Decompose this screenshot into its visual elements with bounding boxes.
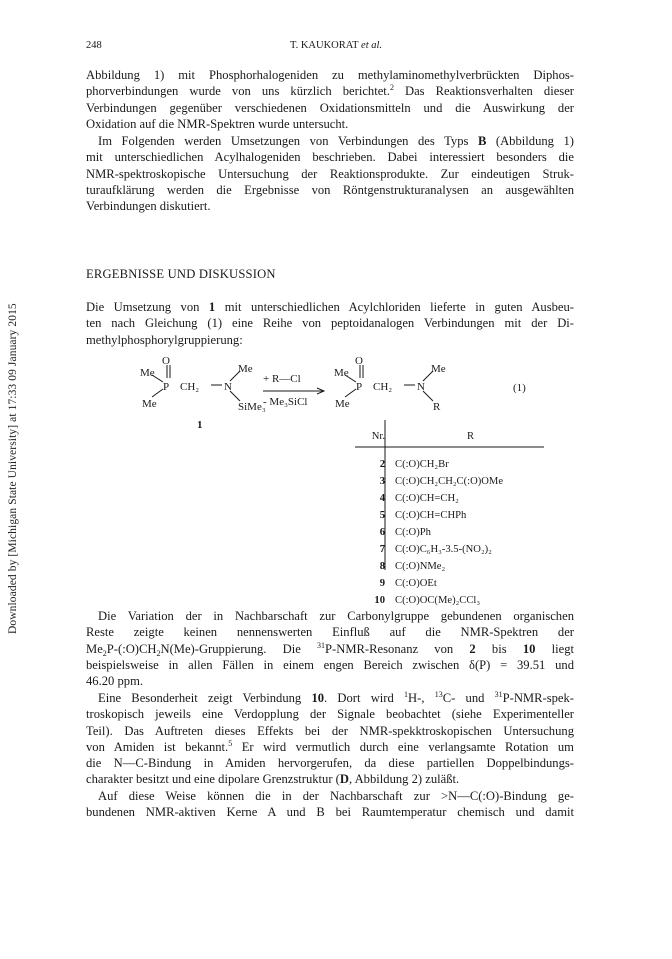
table-cell-r: C(:O)CH₂CH₂C(:O)OMe [395, 476, 504, 487]
right-nitrogen: N [417, 381, 425, 393]
compound-label: 1 [197, 419, 203, 431]
table-cell-nr: 2 [379, 459, 385, 470]
table-cell-nr: 7 [379, 544, 385, 555]
paragraph-intro-2: Im Folgenden werden Umsetzungen von Verbindungen des Typs B (Abbildung 1) mit unterschiedlichen Acylhalogeniden beschrieben. Dabei interessiert besonders die NMR-spektroskopische Untersuchung der Reaktionsprodukte. Zur eindeutigen Struk- turaufklärung werden die Ergebnisse von Röntgenstrukturanalysen an ausgewählten Verbindungen diskutiert. [86, 134, 574, 214]
left-nitrogen: N [224, 381, 232, 393]
section-heading: ERGEBNISSE UND DISKUSSION [86, 267, 276, 281]
left-n-methyl: Me [238, 363, 253, 375]
page-number: 248 [86, 40, 102, 51]
paragraph-reaction: Die Umsetzung von 1 mit unterschiedlichen Acylchloriden lieferte in guten Ausbeu- ten nach Gleichung (1) eine Reihe von peptoidanalogen Verbindungen mit der Di- methylphosphorylgruppierung: [86, 300, 574, 347]
table-cell-r: C(:O)NMe₂ [395, 561, 446, 572]
download-notice: Downloaded by [Michigan State University] at 17:33 09 January 2015 [7, 303, 19, 634]
left-oxygen: O [162, 355, 170, 367]
right-r-group: R [433, 401, 441, 413]
right-phosphorus: P [356, 381, 363, 393]
table-cell-nr: 9 [379, 578, 385, 589]
left-ch2: CH₂ [180, 381, 200, 393]
right-methyl-bottom: Me [335, 398, 350, 410]
table-header-r: R [467, 431, 475, 442]
table-cell-r: C(:O)OC(Me)₂CCl₃ [395, 595, 481, 606]
table-cell-nr: 8 [379, 561, 385, 572]
left-sime3: SiMe₃ [238, 401, 266, 413]
right-oxygen: O [355, 355, 363, 367]
right-ch2: CH₂ [373, 381, 393, 393]
table-cell-r: C(:O)CH=CHPh [395, 510, 467, 521]
table-header-nr: Nr. [371, 431, 385, 442]
equation-number: (1) [513, 382, 526, 394]
right-methyl-top: Me [334, 367, 349, 379]
table-cell-nr: 3 [379, 476, 385, 487]
reagent-top: + R—Cl [263, 373, 301, 385]
table-cell-r: C(:O)CH₂Br [395, 459, 449, 470]
table-cell-nr: 6 [379, 527, 385, 538]
running-header [0, 40, 672, 51]
right-n-methyl: Me [431, 363, 446, 375]
table-cell-nr: 4 [379, 493, 385, 504]
left-phosphorus: P [163, 381, 170, 393]
header-etal: et al. [361, 40, 383, 51]
header-authors: T. KAUKORAT [289, 40, 359, 51]
table-cell-nr: 5 [379, 510, 385, 521]
table-cell-nr: 10 [374, 595, 385, 606]
left-methyl-top: Me [140, 367, 155, 379]
paragraph-variation: Die Variation der in Nachbarschaft zur Carbonylgruppe gebundenen organischen Reste zeigte keinen nennenswerten Einfluß auf die NMR-Spektren der $Me_2P-(:O)CH_2N(Me)$-Gruppierung. Die $^{31}$P-NMR-Resonanz von 2 bis 10 liegt beispielsweise in allen Fällen in einem engen Bereich zwischen δ(P) = 39.51 und 46.20 ppm. [86, 609, 574, 689]
table-cell-r: C(:O)OEt [395, 578, 437, 589]
reagent-bottom: - Me₃SiCl [263, 396, 308, 408]
left-methyl-bottom: Me [142, 398, 157, 410]
table-cell-r: C(:O)Ph [395, 527, 431, 538]
table-cell-r: C(:O)C₆H₃-3.5-(NO₂)₂ [395, 544, 492, 555]
paragraph-nmr-nuclei: Auf diese Weise können die in der Nachbarschaft zur >N—C(:O)-Bindung ge- bundenen NMR-aktiven Kerne A und B bei Raumtemperatur chemisch und damit [86, 789, 574, 820]
table-cell-r: C(:O)CH=CH₂ [395, 493, 459, 504]
paragraph-compound-10: Eine Besonderheit zeigt Verbindung 10. Dort wird $^1$H-, $^{13}$C- und $^{31}$P-NMR-spek- troskopisch jeweils eine Verdopplung der Signale beobachtet (siehe Experimenteller Teil). Das Auftreten dieses Effekts bei der NMR-spekktroskopischen Untersuchung von Amiden ist bekannt.$^5$ Er wird vermutlich durch eine verlangsamte Rotation um die N—C-Bindung in Amiden hervorgerufen, da diese partiellen Doppelbindungs- charakter besitzt und eine dipolare Grenzstruktur (D, Abbildung 2) zuläßt. [86, 690, 575, 787]
paragraph-intro-1: Abbildung 1) mit Phosphorhalogeniden zu methylaminomethylverbrückten Diphos- phorverbindungen wurde von uns kürzlich berichtet.$^2$ Das Reaktionsverhalten dieser Verbindungen gegenüber verschiedenen Oxidationsmitteln und die Auswirkung der Oxidation auf die NMR-Spektren wurde untersucht. [86, 68, 574, 131]
